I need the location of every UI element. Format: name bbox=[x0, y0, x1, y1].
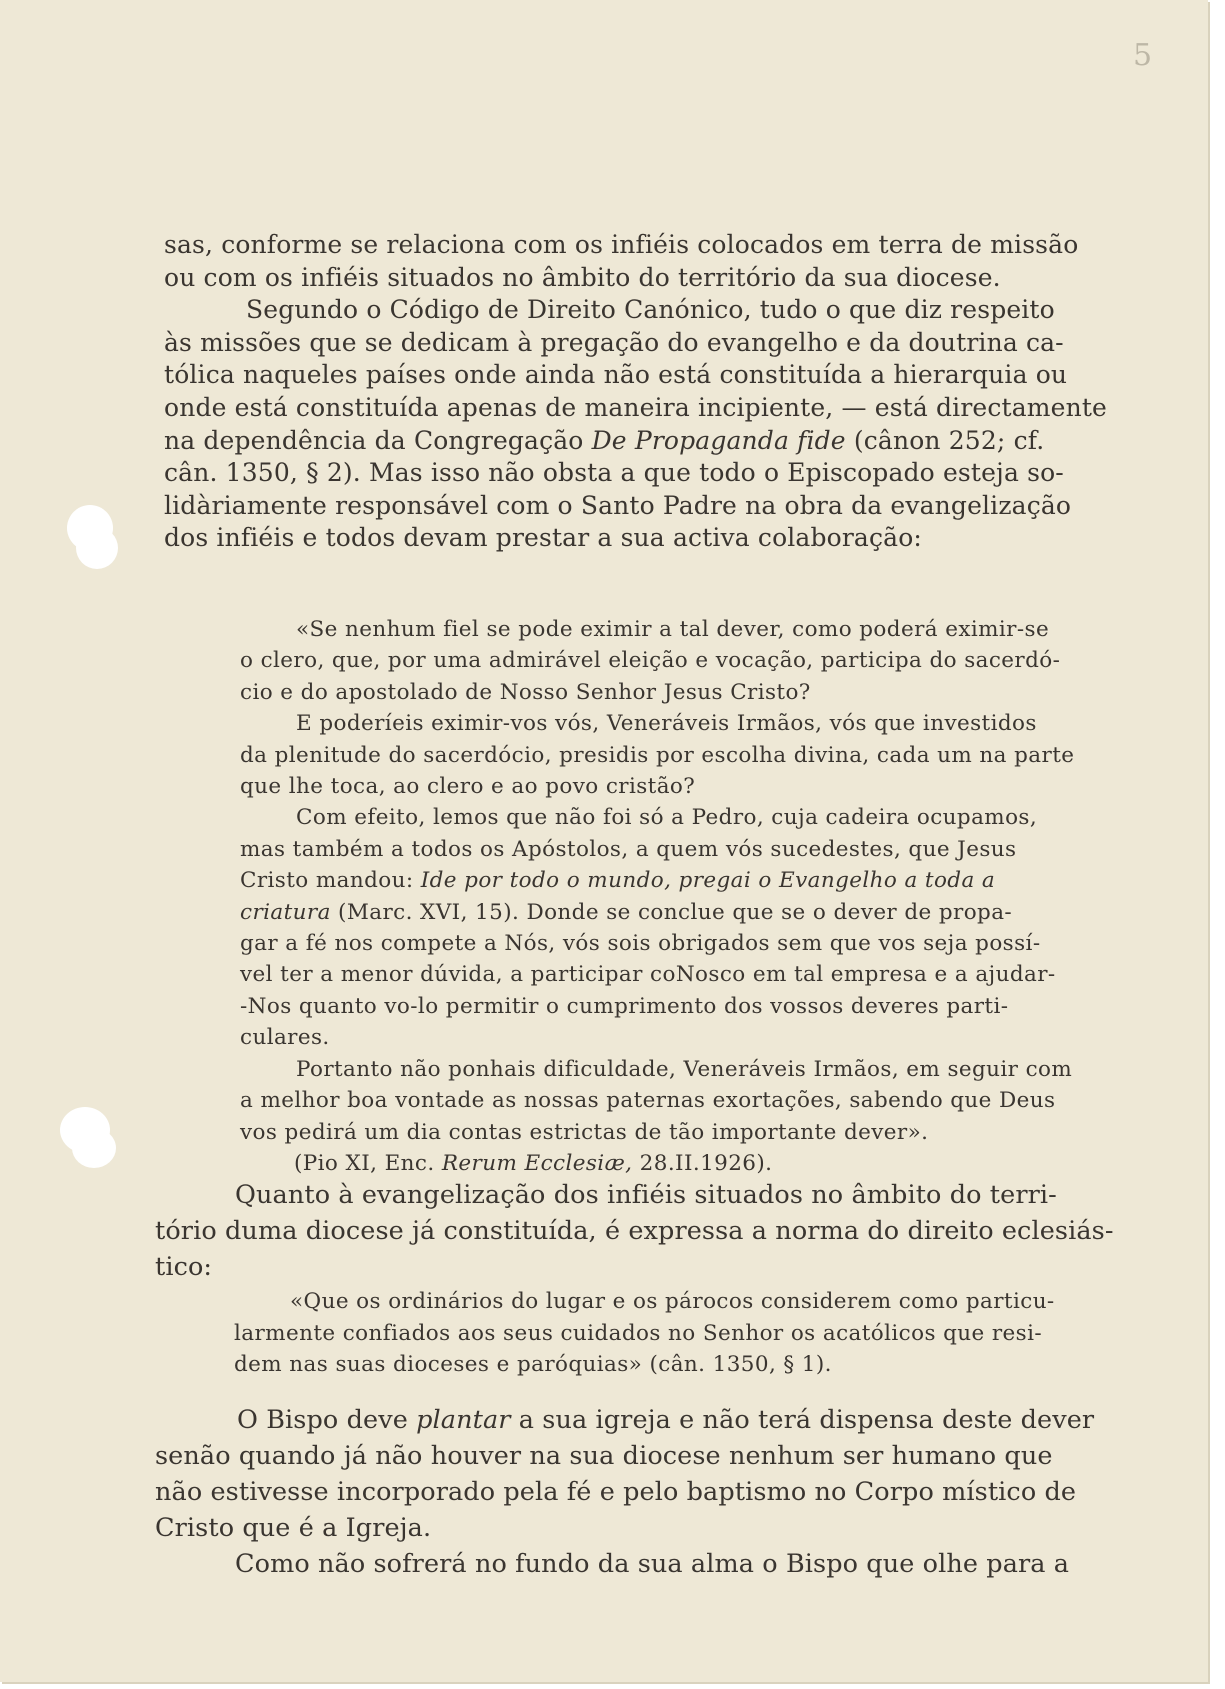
text-line: Com efeito, lemos que não foi só a Pedro, cuja cadeira ocupamos, bbox=[296, 805, 1038, 831]
text-line: vos pedirá um dia contas estrictas de tão importante dever». bbox=[240, 1119, 929, 1145]
italic-text: Rerum Ecclesiæ, bbox=[441, 1150, 633, 1176]
text-line: larmente confiados aos seus cuidados no Senhor os acatólicos que resi- bbox=[234, 1320, 1043, 1346]
text-run: (Pio XI, Enc. bbox=[294, 1150, 442, 1176]
text-line: dos infiéis e todos devam prestar a sua activa colaboração: bbox=[164, 523, 922, 553]
text-line: que lhe toca, ao clero e ao povo cristão? bbox=[240, 774, 696, 800]
citation bbox=[240, 1148, 1074, 1179]
block-quote bbox=[234, 1286, 1055, 1381]
text-run: O Bispo deve bbox=[237, 1405, 417, 1435]
text-line: não estivesse incorporado pela fé e pelo baptismo no Corpo místico de bbox=[155, 1477, 1077, 1507]
text-line: Como não sofrerá no fundo da sua alma o Bispo que olhe para a bbox=[235, 1549, 1070, 1579]
page-number: 5 bbox=[1133, 38, 1153, 73]
text-run: na dependência da Congregação bbox=[164, 425, 592, 455]
text-line: tório duma diocese já constituída, é expressa a norma do direito eclesiás- bbox=[155, 1216, 1114, 1246]
text-line: tólica naqueles países onde ainda não está constituída a hierarquia ou bbox=[164, 360, 1068, 390]
text-line: da plenitude do sacerdócio, presidis por escolha divina, cada um na parte bbox=[240, 742, 1075, 768]
text-line: ou com os infiéis situados no âmbito do território da sua diocese. bbox=[164, 262, 1001, 292]
text-line: às missões que se dedicam à pregação do evangelho e da doutrina ca- bbox=[164, 327, 1064, 357]
block-quote bbox=[240, 614, 1074, 1179]
italic-text: criatura bbox=[240, 899, 331, 925]
text-line: o clero, que, por uma admirável eleição e vocação, participa do sacerdó- bbox=[240, 648, 1061, 674]
text-line bbox=[164, 425, 1107, 458]
text-run: (cânon 252; cf. bbox=[845, 425, 1045, 455]
text-line: onde está constituída apenas de maneira incipiente, — está directamente bbox=[164, 392, 1107, 422]
text-line: Cristo que é a Igreja. bbox=[155, 1513, 432, 1543]
text-line: E poderíeis eximir-vos vós, Veneráveis Irmãos, vós que investidos bbox=[296, 711, 1037, 737]
text-line: senão quando já não houver na sua diocese nenhum ser humano que bbox=[155, 1441, 1053, 1471]
text-run: (Marc. XVI, 15). Donde se conclue que se o dever de propa- bbox=[330, 899, 1013, 925]
text-line: dem nas suas dioceses e paróquias» (cân. 1350, § 1). bbox=[234, 1352, 832, 1377]
text-run: Cristo mandou: bbox=[240, 868, 421, 894]
text-line: Quanto à evangelização dos infiéis situados no âmbito do terri- bbox=[235, 1180, 1057, 1210]
text-line bbox=[155, 1402, 1094, 1438]
italic-text: De Propaganda fide bbox=[591, 425, 846, 455]
text-line: a melhor boa vontade as nossas paternas exortações, sabendo que Deus bbox=[240, 1088, 1056, 1114]
body-text-top bbox=[164, 229, 1107, 555]
punch-hole-upper-overlap bbox=[76, 527, 118, 569]
text-line: mas também a todos os Apóstolos, a quem vós sucedestes, que Jesus bbox=[240, 836, 1017, 862]
body-text-bottom bbox=[155, 1402, 1094, 1582]
text-run: 28.II.1926). bbox=[632, 1150, 773, 1176]
text-line: culares. bbox=[240, 1025, 330, 1051]
text-line: Segundo o Código de Direito Canónico, tudo o que diz respeito bbox=[246, 295, 1055, 325]
italic-text: Ide por todo o mundo, pregai o Evangelho a toda a bbox=[420, 868, 996, 894]
text-line: vel ter a menor dúvida, a participar coNosco em tal empresa e a ajudar- bbox=[240, 962, 1056, 988]
text-line: tico: bbox=[155, 1252, 213, 1282]
text-line: «Se nenhum fiel se pode eximir a tal dever, como poderá eximir-se bbox=[296, 617, 1050, 642]
text-line: -Nos quanto vo-lo permitir o cumprimento dos vossos deveres parti- bbox=[240, 993, 1009, 1019]
italic-text: plantar bbox=[416, 1405, 511, 1435]
text-line: lidàriamente responsável com o Santo Padre na obra da evangelização bbox=[164, 490, 1072, 520]
text-run: a sua igreja e não terá dispensa deste dever bbox=[510, 1405, 1095, 1435]
punch-hole-lower-overlap bbox=[72, 1128, 116, 1168]
text-line: cân. 1350, § 2). Mas isso não obsta a que todo o Episcopado esteja so- bbox=[164, 458, 1064, 488]
body-text-middle bbox=[155, 1177, 1114, 1285]
text-line: sas, conforme se relaciona com os infiéis colocados em terra de missão bbox=[164, 230, 1079, 259]
text-line: «Que os ordinários do lugar e os párocos considerem como particu- bbox=[290, 1289, 1055, 1314]
text-line bbox=[240, 865, 1074, 896]
text-line: gar a fé nos compete a Nós, vós sois obrigados sem que vos seja possí- bbox=[240, 931, 1041, 957]
text-line bbox=[240, 897, 1074, 928]
text-line: Portanto não ponhais dificuldade, Veneráveis Irmãos, em seguir com bbox=[296, 1056, 1073, 1082]
text-line: cio e do apostolado de Nosso Senhor Jesus Cristo? bbox=[240, 679, 811, 705]
